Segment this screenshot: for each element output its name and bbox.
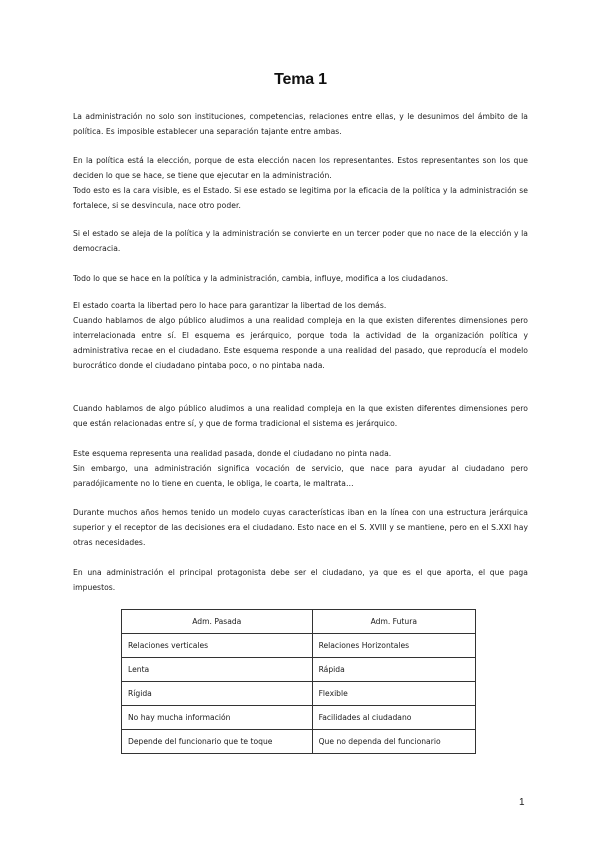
table-row	[122, 682, 476, 706]
paragraph	[73, 401, 528, 431]
comparison-table	[121, 609, 476, 754]
table-cell: Flexible	[312, 682, 475, 706]
table-row	[122, 634, 476, 658]
paragraph	[73, 109, 528, 139]
page-number: 1	[519, 797, 525, 808]
paragraph-text: En la política está la elección, porque de esta elección nacen los representantes. Estos representantes son los que deciden lo que se hace, se tiene que ejecutar en la administración.	[73, 156, 528, 180]
table-cell: Relaciones Horizontales	[312, 634, 475, 658]
table-row	[122, 730, 476, 754]
table-cell: Relaciones verticales	[122, 634, 313, 658]
paragraph-text: Si el estado se aleja de la política y la administración se convierte en un tercer poder que no nace de la elección y la democracia.	[73, 229, 528, 253]
table-cell: No hay mucha información	[122, 706, 313, 730]
paragraph-text: Este esquema representa una realidad pasada, donde el ciudadano no pinta nada.	[73, 449, 392, 458]
paragraph	[73, 505, 528, 550]
table-cell: Depende del funcionario que te toque	[122, 730, 313, 754]
table-cell: Lenta	[122, 658, 313, 682]
table-row	[122, 658, 476, 682]
paragraph-text: El estado coarta la libertad pero lo hace para garantizar la libertad de los demás.	[73, 301, 387, 310]
paragraph-text: Durante muchos años hemos tenido un modelo cuyas características iban en la línea con una estructura jerárquica superior y el receptor de las decisiones era el ciudadano. Esto nace en el S. XVIII y se mantiene, pero en el S.XXI hay otras necesidades.	[73, 508, 528, 547]
table-cell: Rápida	[312, 658, 475, 682]
table-header-future: Adm. Futura	[312, 610, 475, 634]
paragraph-text: Sin embargo, una administración significa vocación de servicio, que nace para ayudar al ciudadano pero paradójicamente no lo tiene en cuenta, le obliga, le coarta, le maltrata…	[73, 464, 528, 488]
paragraph-text: La administración no solo son instituciones, competencias, relaciones entre ellas, y le desunimos del ámbito de la política. Es imposible establecer una separación tajante entre ambas.	[73, 112, 528, 136]
paragraph	[73, 298, 528, 373]
table-cell: Rígida	[122, 682, 313, 706]
paragraph-text: Cuando hablamos de algo público aludimos a una realidad compleja en la que existen diferentes dimensiones pero interrelacionada entre sí. El esquema es jerárquico, porque toda la actividad de la organización política y administrativa recae en el ciudadano. Este esquema responde a una realidad del pasado, que reproducía el modelo burocrático donde el ciudadano pintaba poco, o no pintaba nada.	[73, 316, 528, 370]
paragraph	[73, 271, 528, 286]
paragraph	[73, 153, 528, 213]
table-row	[122, 706, 476, 730]
paragraph	[73, 226, 528, 256]
document-title: Tema 1	[274, 71, 327, 88]
paragraph-text: Todo lo que se hace en la política y la administración, cambia, influye, modifica a los ciudadanos.	[73, 274, 449, 283]
paragraph	[73, 446, 528, 491]
table-header-row	[122, 610, 476, 634]
paragraph-text: En una administración el principal protagonista debe ser el ciudadano, ya que es el que aporta, el que paga impuestos.	[73, 568, 528, 592]
paragraph-text: Cuando hablamos de algo público aludimos a una realidad compleja en la que existen diferentes dimensiones pero que están relacionadas entre sí, y que de forma tradicional el sistema es jerárquico.	[73, 404, 528, 428]
table-header-past: Adm. Pasada	[122, 610, 313, 634]
paragraph-text: Todo esto es la cara visible, es el Estado. Si ese estado se legitima por la eficacia de la política y la administración se fortalece, si se desvincula, nace otro poder.	[73, 186, 528, 210]
paragraph	[73, 565, 528, 595]
table-cell: Que no dependa del funcionario	[312, 730, 475, 754]
table-cell: Facilidades al ciudadano	[312, 706, 475, 730]
